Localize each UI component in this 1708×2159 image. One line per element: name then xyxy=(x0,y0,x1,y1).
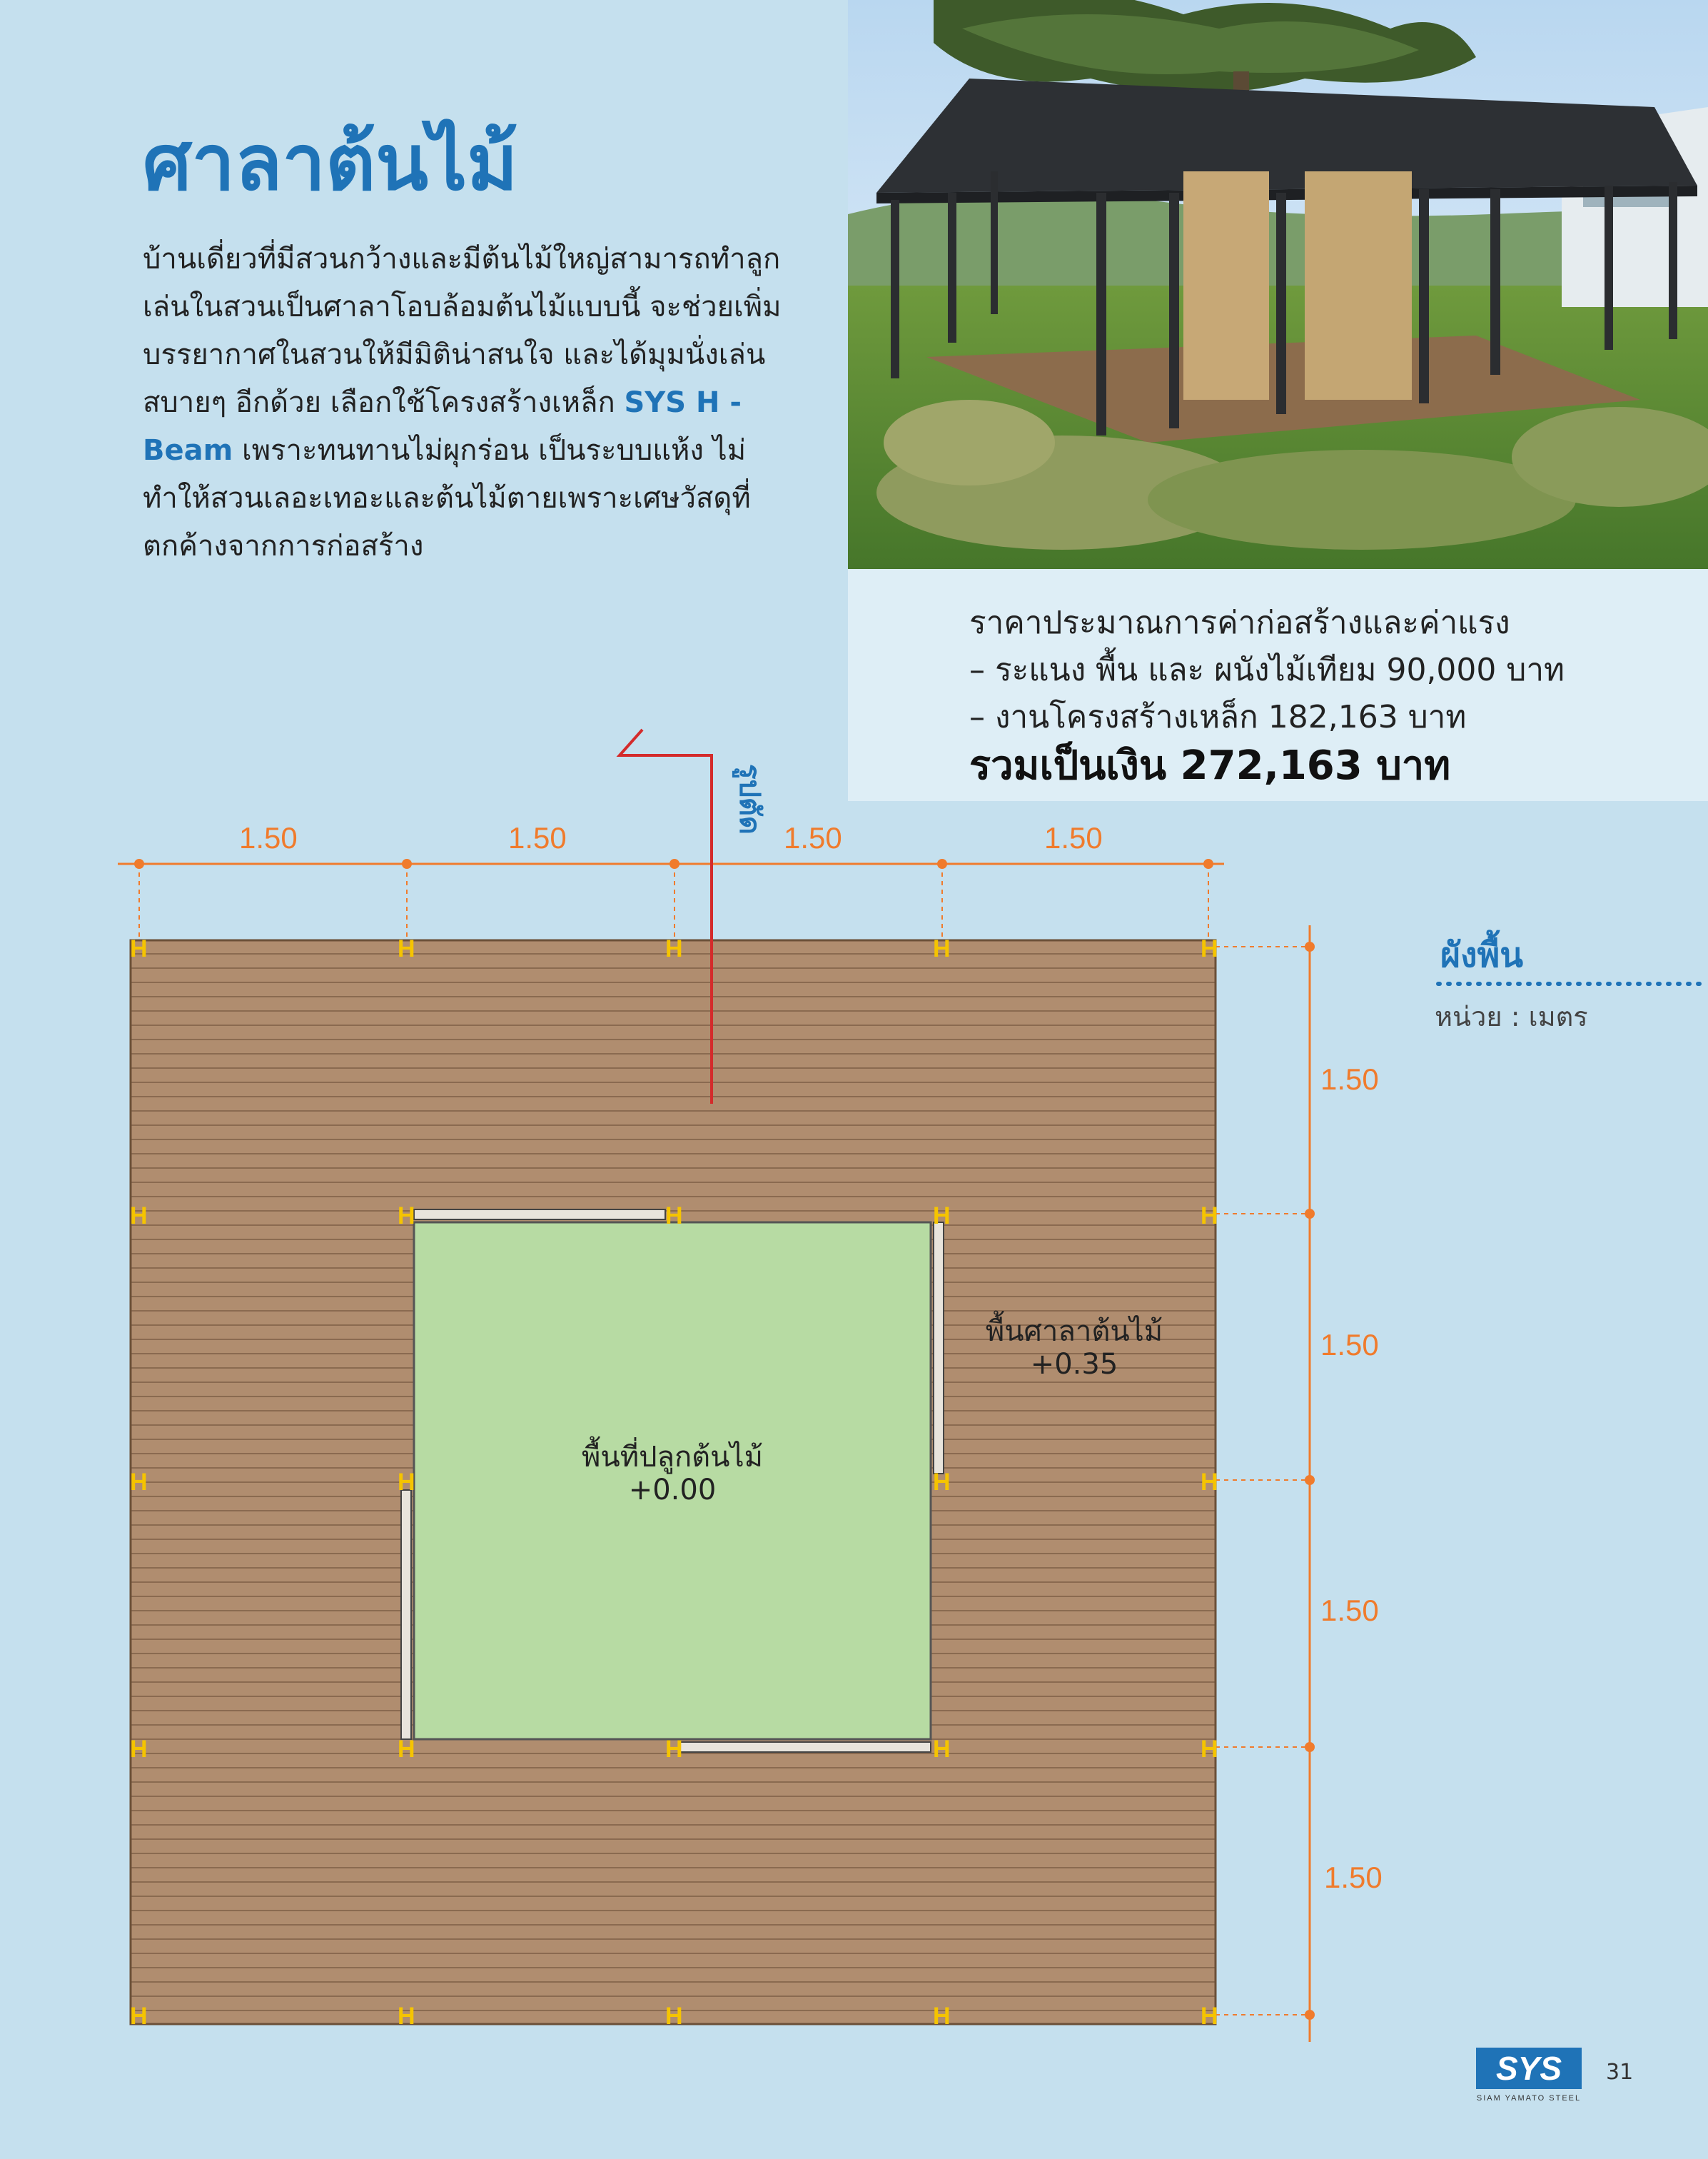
plan-title: ผังพื้น xyxy=(1440,935,1524,975)
price-heading: ราคาประมาณการค่าก่อสร้างและค่าแรง xyxy=(969,605,1510,641)
deck-label: พื้นศาลาต้นไม้ xyxy=(985,1315,1163,1348)
svg-text:H: H xyxy=(665,1202,683,1229)
plan-unit: หน่วย : เมตร xyxy=(1435,1001,1588,1032)
planting-level: +0.00 xyxy=(628,1474,717,1506)
price-item-steel: – งานโครงสร้างเหล็ก 182,163 บาท xyxy=(969,699,1467,735)
page-number: 31 xyxy=(1606,2060,1634,2085)
svg-text:H: H xyxy=(1201,1202,1218,1229)
price-total: รวมเป็นเงิน 272,163 บาท xyxy=(969,743,1451,789)
deck-label-block xyxy=(960,1315,1188,1381)
svg-text:H: H xyxy=(130,1469,148,1496)
svg-text:H: H xyxy=(665,935,683,962)
planting-label: พื้นที่ปลูกต้นไม้ xyxy=(581,1441,763,1474)
right-dim-4: 1.50 xyxy=(1324,1861,1383,1894)
svg-text:H: H xyxy=(665,1736,683,1763)
svg-text:H: H xyxy=(130,935,148,962)
price-item-decking: – ระแนง พื้น และ ผนังไม้เทียม 90,000 บาท xyxy=(969,652,1565,688)
sys-logo xyxy=(1476,2048,1582,2103)
top-dim-4: 1.50 xyxy=(1044,821,1103,855)
right-dim-1: 1.50 xyxy=(1320,1062,1379,1096)
top-dim-1: 1.50 xyxy=(239,821,298,855)
brand-name: SYS H - Beam xyxy=(143,386,742,467)
svg-text:H: H xyxy=(130,1202,148,1229)
top-dim-3: 1.50 xyxy=(784,821,842,855)
svg-text:H: H xyxy=(933,1202,951,1229)
svg-text:H: H xyxy=(398,935,415,962)
svg-text:H: H xyxy=(1201,1469,1218,1496)
svg-text:H: H xyxy=(1201,2003,1218,2030)
svg-text:H: H xyxy=(1201,1736,1218,1763)
svg-text:H: H xyxy=(933,2003,951,2030)
right-dim-3: 1.50 xyxy=(1320,1594,1379,1627)
svg-text:H: H xyxy=(933,935,951,962)
intro-text-1: บ้านเดี่ยวที่มีสวนกว้างและมีต้นไม้ใหญ่สามารถทำลูกเล่นในสวนเป็นศาลาโอบล้อมต้นไม้แบบนี้ จะช่วยเพิ่มบรรยากาศในสวนให้มีมิติน่าสนใจ และได้มุมนั่งเล่นสบายๆ อีกด้วย เลือกใช้โครงสร้างเหล็ก xyxy=(143,243,782,419)
svg-text:H: H xyxy=(933,1736,951,1763)
top-dim-2: 1.50 xyxy=(508,821,567,855)
right-dim-2: 1.50 xyxy=(1320,1328,1379,1362)
planting-label-block xyxy=(551,1441,794,1506)
svg-text:H: H xyxy=(398,1469,415,1496)
page-title: ศาลาต้นไม้ xyxy=(143,119,518,208)
svg-text:H: H xyxy=(933,1469,951,1496)
deck-level: +0.35 xyxy=(1030,1348,1118,1381)
logo-text: SYS xyxy=(1495,2050,1562,2087)
section-label: รูปตัด xyxy=(733,764,766,835)
svg-text:H: H xyxy=(398,2003,415,2030)
svg-text:H: H xyxy=(665,2003,683,2030)
svg-text:H: H xyxy=(1201,935,1218,962)
logo-caption: SIAM YAMATO STEEL xyxy=(1476,2094,1582,2103)
intro-text-2: เพราะทนทานไม่ผุกร่อน เป็นระบบแห้ง ไม่ทำให้สวนเลอะเทอะและต้นไม้ตายเพราะเศษวัสดุที่ตกค้างจากการก่อสร้าง xyxy=(143,434,751,563)
svg-text:H: H xyxy=(130,1736,148,1763)
svg-text:H: H xyxy=(130,2003,148,2030)
svg-text:H: H xyxy=(398,1202,415,1229)
svg-text:H: H xyxy=(398,1736,415,1763)
